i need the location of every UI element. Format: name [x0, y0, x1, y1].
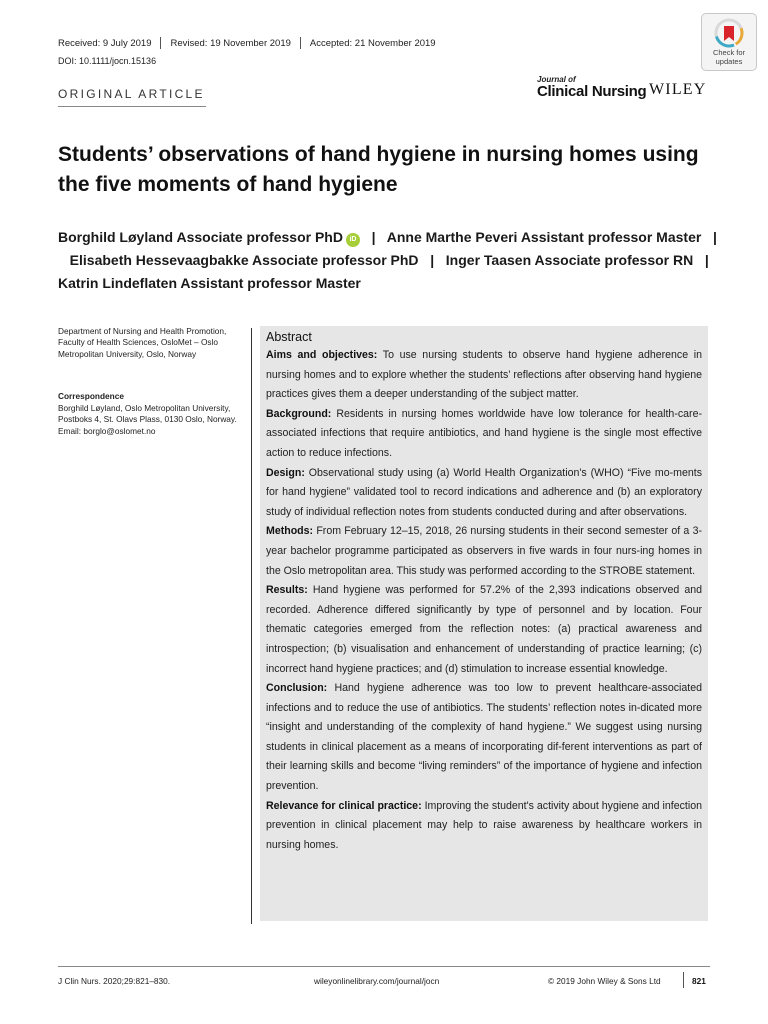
- author-separator: |: [713, 229, 717, 245]
- abstract-conclusion: [266, 679, 702, 797]
- relevance-label: Relevance for clinical practice:: [266, 799, 422, 812]
- abstract-aims: [266, 346, 702, 405]
- date-divider: [160, 37, 161, 49]
- crossmark-icon: [714, 18, 744, 48]
- author-list: [58, 226, 718, 295]
- correspondence-email[interactable]: Email: borglo@oslomet.no: [58, 425, 156, 436]
- article-type-rule: [58, 106, 206, 107]
- design-text: Observational study using (a) World Health Organization's (WHO) “Five mo-ments for hand hygiene” validated tool to record indications and adherence and (b) an exploratory study of individual reflection notes from students conducted during and after observations.: [266, 466, 702, 518]
- date-divider: [300, 37, 301, 49]
- author-3[interactable]: Elisabeth Hessevaagbakke Associate professor PhD: [69, 252, 419, 268]
- footer-citation: J Clin Nurs. 2020;29:821–830.: [58, 976, 171, 986]
- author-4[interactable]: Inger Taasen Associate professor RN: [445, 252, 694, 268]
- abstract-design: [266, 464, 702, 523]
- results-label: Results:: [266, 584, 308, 597]
- author-5[interactable]: Katrin Lindeflaten Assistant professor Master: [58, 275, 361, 291]
- journal-name: Clinical Nursing: [537, 83, 647, 100]
- journal-prefix: Journal of: [537, 75, 576, 84]
- background-text: Residents in nursing homes worldwide have low tolerance for health-care-associated infections that require antibiotics, and hand hygiene is the single most effective action to reduce infections.: [266, 407, 702, 459]
- abstract-heading: Abstract: [266, 330, 312, 344]
- methods-label: Methods:: [266, 525, 314, 538]
- check-for-updates-badge[interactable]: [701, 13, 757, 71]
- journal-logo: [537, 75, 646, 100]
- aims-text: To use nursing students to observe hand hygiene adherence in nursing homes and to explore whether the students’ reflections after observing hand hygiene practices gives them a deeper understanding of the subject matter.: [266, 349, 702, 401]
- abstract-results: [266, 581, 702, 679]
- author-separator: |: [430, 252, 435, 268]
- article-type: ORIGINAL ARTICLE: [58, 87, 205, 101]
- author-2[interactable]: Anne Marthe Peveri Assistant professor Master: [386, 229, 702, 245]
- footer-divider: [683, 972, 684, 988]
- column-divider: [251, 328, 252, 924]
- received-date: Received: 9 July 2019: [58, 37, 152, 49]
- correspondence-address: Borghild Løyland, Oslo Metropolitan University, Postboks 4, St. Olavs Plass, 0130 Oslo, Norway.: [58, 403, 237, 425]
- conclusion-text: Hand hygiene adherence was too low to prevent healthcare-associated infections and to reduce the use of antibiotics. The students’ reflection notes in-dicated more “insight and understanding of the complexity of hand hygiene.” We suggest using nursing students in clinical placement as a means of incorporating dif-ferent interventions as part of their learning skills and become “living reminders” of the importance of hygiene and infection prevention.: [266, 682, 702, 793]
- revised-date: Revised: 19 November 2019: [170, 37, 291, 49]
- author-separator: |: [704, 252, 709, 268]
- abstract-background: [266, 405, 702, 464]
- abstract-box: [260, 326, 708, 921]
- correspondence-block: [58, 403, 253, 437]
- abstract-relevance: [266, 797, 702, 856]
- page-number: 821: [692, 976, 706, 986]
- relevance-text: Improving the student's activity about hygiene and infection prevention in clinical placement may help to raise awareness by healthcare workers in nursing homes.: [266, 799, 703, 851]
- orcid-icon[interactable]: iD: [346, 233, 360, 247]
- manuscript-dates: [58, 37, 436, 49]
- abstract-methods: [266, 522, 702, 581]
- publisher-logo: WILEY: [649, 81, 707, 98]
- methods-text: From February 12–15, 2018, 26 nursing students in their second semester of a 3-year bachelor programme participated as observers in five wards in four nurs-ing homes in the Oslo metropolitan area. This study was performed according to the STROBE statement.: [266, 525, 702, 577]
- correspondence-heading: Correspondence: [58, 391, 124, 401]
- results-text: Hand hygiene was performed for 57.2% of the 2,393 indications observed and recorded. Adherence differed significantly by type of personnel and by location. Four thematic categories emerged from the reflection notes: (a) practical awareness and introspection; (b) visualisation and enhancement of understanding of practice learning; (c) incorrect hand hygiene practices; and (d) stimulation to increase essential knowledge.: [266, 584, 702, 675]
- footer-url[interactable]: wileyonlinelibrary.com/journal/jocn: [314, 976, 440, 986]
- author-separator: |: [371, 229, 376, 245]
- doi[interactable]: DOI: 10.1111/jocn.15136: [58, 56, 157, 66]
- design-label: Design:: [266, 466, 305, 479]
- check-updates-line1: Check for: [712, 48, 746, 57]
- aims-label: Aims and objectives:: [266, 349, 378, 361]
- background-label: Background:: [266, 407, 332, 420]
- accepted-date: Accepted: 21 November 2019: [309, 37, 436, 49]
- footer-copyright: © 2019 John Wiley & Sons Ltd: [548, 976, 661, 986]
- footer-rule: [58, 966, 710, 967]
- affiliation: Department of Nursing and Health Promotion, Faculty of Health Sciences, OsloMet – Oslo Metropolitan University, Oslo, Norway: [58, 326, 227, 359]
- conclusion-label: Conclusion:: [266, 682, 328, 695]
- author-1[interactable]: Borghild Løyland Associate professor PhD: [58, 229, 343, 245]
- check-updates-line2: updates: [715, 57, 743, 66]
- article-title: Students’ observations of hand hygiene in nursing homes using the five moments of hand hygiene: [58, 143, 699, 196]
